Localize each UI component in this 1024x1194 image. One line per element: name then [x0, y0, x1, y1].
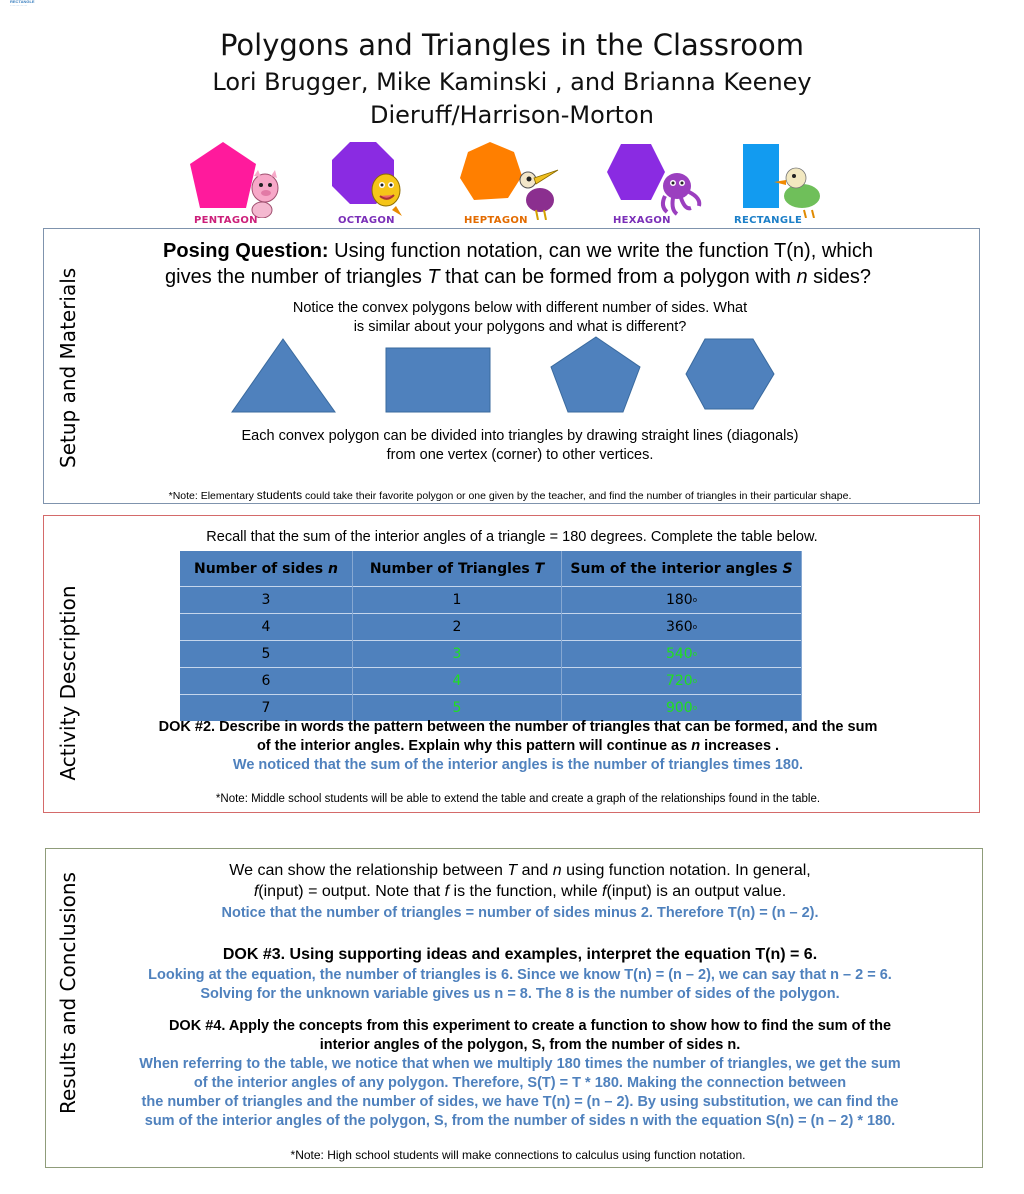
octagon-creature-illustration — [330, 140, 415, 218]
degree-symbol: o — [692, 704, 698, 712]
general-var-f1: f — [253, 883, 259, 900]
notice-text — [200, 299, 840, 337]
posing-question-line-2 — [100, 264, 936, 290]
degree-symbol: o — [692, 596, 698, 604]
dok4-answer-line-2: of the interior angles of any polygon. Therefore, S(T) = T * 180. Making the connection between — [193, 1075, 847, 1091]
hexagon-shape — [686, 339, 774, 409]
cell-n: 4 — [180, 614, 353, 641]
cell-n: 5 — [180, 641, 353, 668]
degree-symbol: o — [692, 677, 698, 685]
cell-t: 1 — [353, 587, 562, 614]
corner-label — [10, 0, 35, 8]
general-var-f2: f — [444, 883, 450, 900]
header-sum — [562, 551, 802, 587]
header-sides-var: n — [328, 560, 338, 577]
dok2-question — [100, 718, 936, 775]
cell-n: 7 — [180, 695, 353, 722]
corner-label-title: RECTANGLE — [10, 0, 35, 4]
general-var-n: n — [552, 862, 562, 879]
octagon-character — [330, 140, 415, 228]
elementary-note-b: could take their favorite polygon or one given by the teacher, and find the number of triangles in their particular shape. — [302, 490, 852, 502]
posing-question-text-2c: sides? — [807, 266, 871, 288]
general-2a: (input) = output. Note that — [258, 883, 445, 900]
page-title: Polygons and Triangles in the Classroom — [219, 28, 805, 62]
pentagon-character — [188, 140, 283, 228]
var-n: n — [796, 266, 808, 288]
header-triangles — [353, 551, 562, 587]
recall-text: Recall that the sum of the interior angles of a triangle = 180 degrees. Complete the table below. — [206, 529, 818, 545]
cell-s-value: 720 — [665, 673, 693, 689]
posing-question-text-2b: that can be formed from a polygon with — [439, 266, 797, 288]
high-school-note: *Note: High school students will make connections to calculus using function notation. — [290, 1148, 746, 1162]
header-sum-text: Sum of the interior angles — [570, 560, 783, 577]
activity-side-label: Activity Description — [56, 585, 80, 781]
header-triangles-var: T — [534, 560, 545, 577]
posing-question-text-2a: gives the number of triangles — [165, 266, 428, 288]
dok2-var-n: n — [691, 738, 701, 754]
cell-s-value: 360 — [665, 619, 693, 635]
dok3-answer — [60, 966, 980, 1004]
answer-triangles: Notice that the number of triangles = number of sides minus 2. Therefore T(n) = (n – 2). — [221, 905, 819, 921]
table-row — [180, 614, 802, 641]
dok2-line-2a: of the interior angles. Explain why this pattern will continue as — [256, 738, 692, 754]
header-sides — [180, 551, 353, 587]
dok4-answer-line-1: When referring to the table, we notice that when we multiply 180 times the number of triangles, we get the sum — [139, 1056, 901, 1072]
divided-text — [160, 427, 880, 465]
heptagon-bird-illustration — [458, 140, 563, 220]
posing-question-line-1 — [100, 238, 936, 264]
pentagon-shape — [551, 337, 640, 412]
dok2-answer: We noticed that the sum of the interior angles is the number of triangles times 180. — [232, 757, 804, 773]
header-sides-text: Number of sides — [194, 560, 329, 577]
hexagon-label: HEXAGON — [613, 215, 671, 226]
general-line-2 — [120, 881, 920, 902]
heptagon-character — [458, 140, 563, 228]
general-1b: and — [517, 862, 553, 879]
header-sum-var: S — [782, 560, 793, 577]
rectangle-character — [734, 140, 829, 228]
cell-n: 3 — [180, 587, 353, 614]
dok2-line-2 — [100, 737, 936, 756]
cell-t-answer: 4 — [353, 668, 562, 695]
convex-polygons — [225, 335, 785, 417]
table-row — [180, 641, 802, 668]
posing-question-text-1: Using function notation, can we write the function T(n), which — [328, 240, 873, 262]
results-side-label: Results and Conclusions — [56, 872, 80, 1114]
triangle-shape — [232, 339, 335, 412]
general-var-T: T — [507, 862, 518, 879]
general-1a: We can show the relationship between — [229, 862, 508, 879]
angles-table — [180, 551, 802, 721]
cell-s-value: 900 — [665, 700, 693, 716]
rectangle-label: RECTANGLE — [734, 215, 803, 226]
cell-s-answer — [562, 641, 802, 668]
cell-s — [562, 614, 802, 641]
cell-t: 2 — [353, 614, 562, 641]
dok3-answer-line-2: Solving for the unknown variable gives us n = 8. The 8 is the number of sides of the polygon. — [200, 986, 840, 1002]
heptagon-label: HEPTAGON — [464, 215, 528, 226]
dok3-question: DOK #3. Using supporting ideas and examples, interpret the equation T(n) = 6. — [222, 946, 818, 963]
hexagon-character — [605, 140, 705, 228]
general-2c: (input) is an output value. — [606, 883, 787, 900]
notice-line-1: Notice the convex polygons below with different number of sides. What — [292, 300, 748, 316]
dok2-line-1: DOK #2. Describe in words the pattern between the number of triangles that can be formed, and the sum — [158, 719, 878, 735]
table-row — [180, 668, 802, 695]
rectangle-duck-illustration — [734, 140, 829, 218]
table-header-row — [180, 551, 802, 587]
dok4-answer-line-4: sum of the interior angles of the polygon, S, from the number of sides n with the equation S(n) = (n – 2) * 180. — [144, 1113, 896, 1129]
header-triangles-text: Number of Triangles — [369, 560, 535, 577]
dok4-line-2: interior angles of the polygon, S, from the number of sides n. — [319, 1037, 741, 1053]
divided-line-1: Each convex polygon can be divided into triangles by drawing straight lines (diagonals) — [241, 428, 799, 444]
cell-t-answer: 5 — [353, 695, 562, 722]
posing-question — [100, 238, 936, 290]
octagon-label: OCTAGON — [338, 215, 395, 226]
dok2-line-2b: increases . — [700, 738, 780, 754]
dok3-answer-line-1: Looking at the equation, the number of triangles is 6. Since we know T(n) = (n – 2), we can say that n – 2 = 6. — [148, 967, 892, 983]
dok4-question — [100, 1017, 960, 1055]
posing-question-lead: Posing Question: — [163, 240, 329, 262]
var-T: T — [427, 266, 440, 288]
cell-s-value: 540 — [665, 646, 693, 662]
cell-n: 6 — [180, 668, 353, 695]
cell-t-answer: 3 — [353, 641, 562, 668]
authors: Lori Brugger, Mike Kaminski , and Brianna Keeney — [212, 68, 812, 96]
cell-s-value: 180 — [665, 592, 693, 608]
dok4-answer-line-3: the number of triangles and the number of sides, we have T(n) = (n – 2). By using substitution, we can find the — [141, 1094, 899, 1110]
general-text — [120, 860, 920, 902]
dok4-line-1: DOK #4. Apply the concepts from this experiment to create a function to show how to find the sum of the — [168, 1018, 892, 1034]
dok4-answer — [60, 1055, 980, 1131]
elementary-note — [60, 488, 960, 502]
divided-line-2: from one vertex (corner) to other vertices. — [386, 447, 654, 463]
elementary-note-a: *Note: Elementary — [168, 490, 257, 502]
table-row — [180, 587, 802, 614]
corner-label-sub: ············· — [10, 3, 28, 8]
middle-school-note: *Note: Middle school students will be able to extend the table and create a graph of the relationships found in the table. — [215, 793, 821, 805]
general-var-f3: f — [602, 883, 607, 900]
cell-s — [562, 587, 802, 614]
notice-line-2: is similar about your polygons and what is different? — [353, 319, 687, 335]
degree-symbol: o — [692, 623, 698, 631]
degree-symbol: o — [692, 650, 698, 658]
pentagon-pig-illustration — [188, 140, 283, 218]
square-shape — [386, 348, 490, 412]
school: Dieruff/Harrison-Morton — [370, 101, 654, 129]
hexagon-octopus-illustration — [605, 140, 705, 218]
general-2b: is the function, while — [449, 883, 603, 900]
general-1c: using function notation. In general, — [561, 862, 811, 879]
elementary-note-students: students — [256, 488, 303, 502]
pentagon-label: PENTAGON — [194, 215, 258, 226]
cell-s-answer — [562, 668, 802, 695]
setup-side-label: Setup and Materials — [56, 267, 80, 468]
general-line-1 — [120, 860, 920, 881]
